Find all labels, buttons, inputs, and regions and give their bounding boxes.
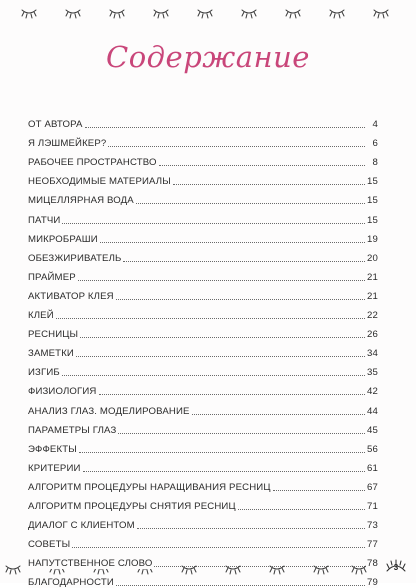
dotted-leader — [76, 355, 365, 357]
dotted-leader — [118, 432, 365, 434]
dotted-leader — [100, 241, 365, 243]
toc-label: МИКРОБРАШИ — [28, 233, 98, 245]
toc-page-number: 15 — [367, 195, 378, 207]
toc-label: СОВЕТЫ — [28, 539, 71, 551]
toc-entry[interactable] — [28, 455, 378, 474]
dotted-leader — [72, 546, 365, 548]
toc-page-number: 42 — [367, 386, 378, 398]
toc-page-number: 44 — [367, 405, 378, 417]
toc-label: ИЗГИБ — [28, 367, 60, 379]
toc-page-number: 22 — [367, 310, 378, 322]
toc-label: АЛГОРИТМ ПРОЦЕДУРЫ СНЯТИЯ РЕСНИЦ — [28, 500, 236, 512]
toc-page-number: 61 — [367, 462, 378, 474]
toc-label: АЛГОРИТМ ПРОЦЕДУРЫ НАРАЩИВАНИЯ РЕСНИЦ — [28, 481, 271, 493]
toc-entry[interactable] — [28, 474, 378, 493]
toc-label: МИЦЕЛЛЯРНАЯ ВОДА — [28, 195, 134, 207]
toc-page-number: 73 — [367, 520, 378, 532]
toc-entry[interactable] — [28, 531, 378, 550]
toc-page-number: 35 — [367, 367, 378, 379]
toc-entry[interactable] — [28, 436, 378, 455]
toc-label: АКТИВАТОР КЛЕЯ — [28, 290, 114, 302]
dotted-leader — [108, 145, 365, 147]
toc-entry[interactable] — [28, 226, 378, 245]
toc-label: АНАЛИЗ ГЛАЗ. МОДЕЛИРОВАНИЕ — [28, 405, 190, 417]
toc-entry[interactable] — [28, 245, 378, 264]
toc-label: КЛЕЙ — [28, 310, 54, 322]
toc-page-number: 67 — [367, 481, 378, 493]
toc-entry[interactable] — [28, 168, 378, 187]
dotted-leader — [85, 126, 365, 128]
toc-page-number: 15 — [367, 176, 378, 188]
dotted-leader — [56, 317, 365, 319]
toc-entry[interactable] — [28, 111, 378, 130]
dotted-leader — [116, 298, 365, 300]
dotted-leader — [83, 470, 365, 472]
toc-page-number: 77 — [367, 539, 378, 551]
dotted-leader — [136, 202, 365, 204]
toc-entry[interactable] — [28, 187, 378, 206]
toc-entry[interactable] — [28, 493, 378, 512]
toc-page-number: 45 — [367, 424, 378, 436]
toc-entry[interactable] — [28, 206, 378, 225]
dotted-leader — [79, 451, 365, 453]
toc-page-number: 15 — [367, 214, 378, 226]
toc-label: ПАРАМЕТРЫ ГЛАЗ — [28, 424, 117, 436]
toc-page-number: 8 — [366, 157, 378, 168]
toc-page-number: 21 — [367, 290, 378, 302]
dotted-leader — [123, 260, 365, 262]
toc-label: БЛАГОДАРНОСТИ — [28, 577, 114, 588]
dotted-leader — [273, 489, 365, 491]
page-title: Содержание — [106, 40, 310, 74]
dotted-leader — [62, 374, 365, 376]
toc-label: Я ЛЭШМЕЙКЕР? — [28, 138, 107, 150]
toc-entry[interactable] — [28, 359, 378, 378]
dotted-leader — [159, 164, 365, 166]
toc-page-number: 6 — [366, 138, 378, 149]
toc-entry[interactable] — [28, 302, 378, 321]
toc-label: ЭФФЕКТЫ — [28, 443, 77, 455]
toc-entry[interactable] — [28, 321, 378, 340]
toc-entry[interactable] — [28, 283, 378, 302]
dotted-leader — [192, 413, 365, 415]
toc-page-number: 21 — [367, 271, 378, 283]
page-number: 3 — [393, 563, 399, 572]
toc-page-number: 79 — [367, 577, 378, 588]
toc-label: РАБОЧЕЕ ПРОСТРАНСТВО — [28, 157, 157, 169]
table-of-contents — [28, 111, 378, 588]
toc-page-number: 56 — [367, 443, 378, 455]
toc-page-number: 78 — [367, 558, 378, 570]
eyelash-pattern-top — [0, 2, 416, 22]
toc-entry[interactable] — [28, 149, 378, 168]
toc-page-number: 20 — [367, 252, 378, 264]
toc-page-number: 19 — [367, 233, 378, 245]
dotted-leader — [78, 279, 365, 281]
toc-entry[interactable] — [28, 417, 378, 436]
top-eyelash-border — [0, 2, 416, 22]
toc-entry[interactable] — [28, 397, 378, 416]
toc-label: ФИЗИОЛОГИЯ — [28, 386, 97, 398]
dotted-leader — [173, 183, 365, 185]
toc-label: НЕОБХОДИМЫЕ МАТЕРИАЛЫ — [28, 176, 171, 188]
toc-label: ПРАЙМЕР — [28, 271, 76, 283]
toc-label: ОТ АВТОРА — [28, 119, 83, 131]
dotted-leader — [62, 222, 365, 224]
dotted-leader — [238, 508, 365, 510]
toc-page-number: 71 — [367, 500, 378, 512]
dotted-leader — [80, 336, 365, 338]
toc-entry[interactable] — [28, 512, 378, 531]
toc-label: КРИТЕРИИ — [28, 462, 81, 474]
toc-label: ПАТЧИ — [28, 214, 61, 226]
toc-label: ДИАЛОГ С КЛИЕНТОМ — [28, 520, 135, 532]
toc-page-number: 4 — [366, 119, 378, 130]
toc-label: РЕСНИЦЫ — [28, 329, 79, 341]
toc-entry[interactable] — [28, 340, 378, 359]
toc-entry[interactable] — [28, 378, 378, 397]
toc-entry[interactable] — [28, 130, 378, 149]
toc-label: ОБЕЗЖИРИВАТЕЛЬ — [28, 252, 122, 264]
dotted-leader — [116, 584, 365, 586]
toc-entry[interactable] — [28, 264, 378, 283]
toc-page-number: 26 — [367, 329, 378, 341]
page-number-eye-icon — [385, 557, 407, 579]
dotted-leader — [99, 393, 365, 395]
dotted-leader — [137, 527, 365, 529]
toc-page-number: 34 — [367, 348, 378, 360]
toc-label: ЗАМЕТКИ — [28, 348, 74, 360]
toc-label: НАПУТСТВЕННОЕ СЛОВО — [28, 558, 153, 570]
